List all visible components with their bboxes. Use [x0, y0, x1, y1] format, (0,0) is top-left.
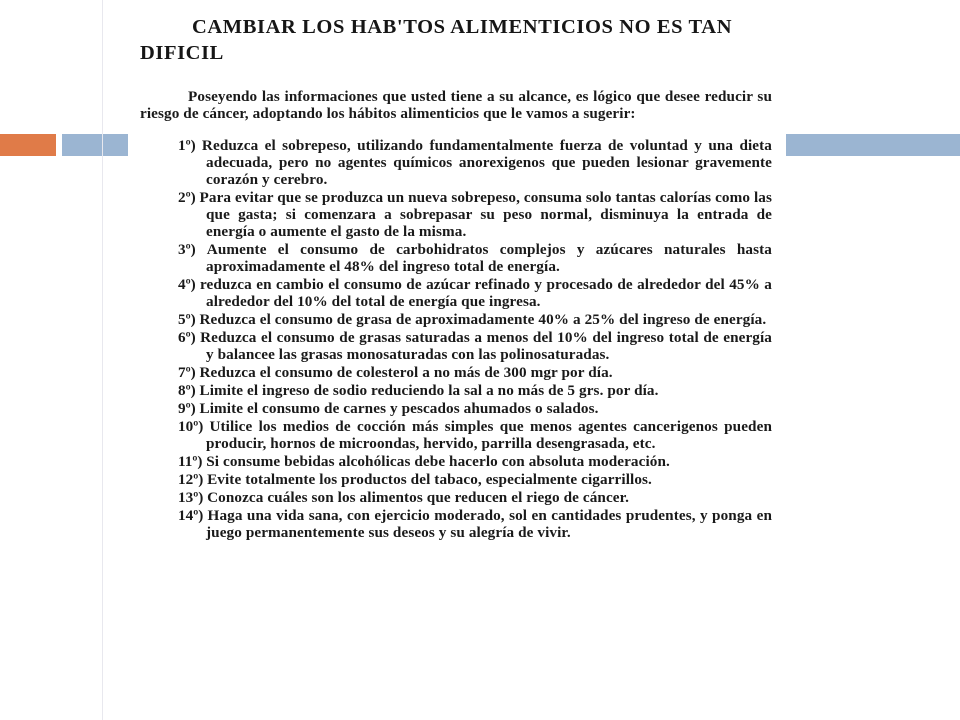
advice-item-number: 7º) — [178, 364, 200, 382]
title-line-2: DIFICIL — [140, 42, 224, 64]
advice-item-number: 3º) — [178, 241, 207, 259]
advice-item-text: Reduzca el consumo de grasas saturadas a menos del 10% del ingreso total de energía y balancee las grasas monosaturadas con las polinosaturadas. — [200, 329, 772, 364]
advice-list — [140, 137, 772, 541]
advice-item-number: 5º) — [178, 311, 200, 329]
advice-item-number: 8º) — [178, 382, 200, 400]
advice-item-text: Para evitar que se produzca un nueva sobrepeso, consuma solo tantas calorías como las que gasta; si comenzara a sobrepasar su peso normal, disminuya la entrada de energía o aumente el gasto de la misma. — [199, 189, 772, 241]
advice-item-number: 10º) — [178, 418, 210, 436]
advice-item-text: Conozca cuáles son los alimentos que reducen el riego de cáncer. — [207, 489, 629, 507]
advice-item-text: Reduzca el consumo de grasa de aproximadamente 40% a 25% del ingreso de energía. — [199, 311, 767, 329]
advice-item — [140, 382, 772, 399]
advice-item-number: 6º) — [178, 329, 201, 347]
advice-item-text: Reduzca el sobrepeso, utilizando fundamentalmente fuerza de voluntad y una dieta adecuada, pero no agentes químicos anorexigenos que pueden lesionar gravemente corazón y cerebro. — [201, 137, 773, 189]
advice-item-number: 2º) — [178, 189, 200, 207]
advice-item — [140, 364, 772, 381]
advice-item-number: 9º) — [178, 400, 200, 418]
slide-guide-line — [102, 0, 103, 720]
advice-item — [140, 418, 772, 452]
advice-item-number: 12º) — [178, 471, 208, 489]
advice-item-number: 4º) — [178, 276, 200, 294]
advice-item — [140, 453, 772, 470]
advice-item-text: Reduzca el consumo de colesterol a no más de 300 mgr por día. — [199, 364, 613, 382]
advice-item — [140, 311, 772, 328]
advice-item — [140, 189, 772, 240]
advice-item — [140, 489, 772, 506]
advice-item — [140, 276, 772, 310]
advice-item — [140, 471, 772, 488]
advice-item — [140, 329, 772, 363]
advice-item-text: Limite el ingreso de sodio reduciendo la sal a no más de 5 grs. por día. — [199, 382, 659, 400]
advice-item-text: Limite el consumo de carnes y pescados ahumados o salados. — [199, 400, 599, 418]
advice-item-text: Si consume bebidas alcohólicas debe hacerlo con absoluta moderación. — [206, 453, 670, 471]
advice-item-text: Aumente el consumo de carbohidratos complejos y azúcares naturales hasta aproximadamente el 48% del ingreso total de energía. — [206, 241, 772, 276]
scanned-document — [128, 0, 786, 720]
advice-item — [140, 507, 772, 541]
advice-item-number: 11º) — [178, 453, 207, 471]
advice-item — [140, 400, 772, 417]
accent-bar-blue-left — [62, 134, 128, 156]
title-line-1: CAMBIAR LOS HAB'TOS ALIMENTICIOS NO ES TAN — [192, 16, 733, 38]
advice-item — [140, 137, 772, 188]
advice-item-number: 1º) — [178, 137, 202, 155]
intro-paragraph: Poseyendo las informaciones que usted tiene a su alcance, es lógico que desee reducir su riesgo de cáncer, adoptando los hábitos alimenticios que le vamos a sugerir: — [140, 88, 772, 122]
document-title — [140, 14, 772, 66]
advice-item-text: Evite totalmente los productos del tabaco, especialmente cigarrillos. — [207, 471, 652, 489]
accent-bar-blue-right — [786, 134, 960, 156]
accent-bar-orange — [0, 134, 56, 156]
advice-item-text: Utilice los medios de cocción más simples que menos agentes cancerigenos pueden producir, hornos de microondas, hervido, parrilla desengrasada, etc. — [206, 418, 772, 453]
advice-item — [140, 241, 772, 275]
advice-item-text: reduzca en cambio el consumo de azúcar refinado y procesado de alrededor del 45% a alrededor del 10% del total de energía que ingresa. — [199, 276, 772, 311]
advice-item-text: Haga una vida sana, con ejercicio moderado, sol en cantidades prudentes, y ponga en juego permanentemente sus deseos y su alegría de vivir. — [206, 507, 772, 542]
advice-item-number: 14º) — [178, 507, 208, 525]
advice-item-number: 13º) — [178, 489, 208, 507]
